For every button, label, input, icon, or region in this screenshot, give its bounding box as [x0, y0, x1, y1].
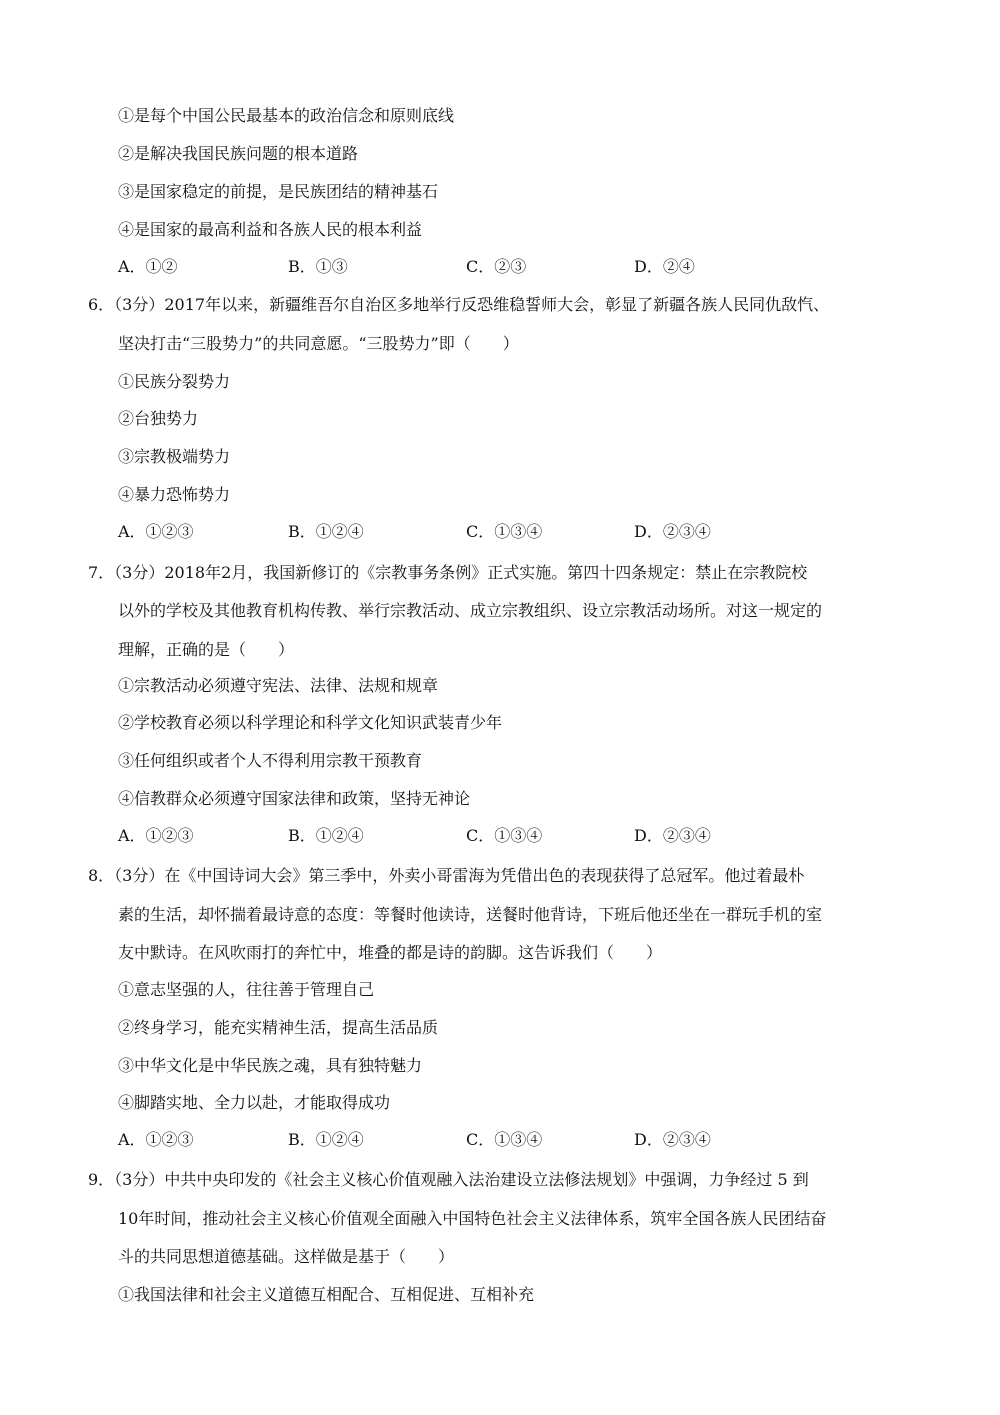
q7-choice-a[interactable]: A．①②③ — [118, 826, 194, 845]
q8-choice-d[interactable]: D．②③④ — [634, 1130, 711, 1149]
q8-option-3: ③中华文化是中华民族之魂，具有独特魅力 — [118, 1056, 423, 1075]
q8-option-2: ②终身学习，能充实精神生活，提高生活品质 — [118, 1018, 439, 1037]
q6-option-2: ②台独势力 — [118, 409, 199, 428]
q5-choice-c[interactable]: C．②③ — [466, 257, 527, 276]
q5-option-1: ①是每个中国公民最基本的政治信念和原则底线 — [118, 106, 455, 125]
q5-choice-b[interactable]: B．①③ — [288, 257, 348, 276]
q8-option-4: ④脚踏实地、全力以赴，才能取得成功 — [118, 1093, 391, 1112]
q7-option-4: ④信教群众必须遵守国家法律和政策，坚持无神论 — [118, 789, 471, 808]
q7-choice-d[interactable]: D．②③④ — [634, 826, 711, 845]
q6-choice-c[interactable]: C．①③④ — [466, 522, 543, 541]
q6-choice-a[interactable]: A．①②③ — [118, 522, 194, 541]
q6-option-3: ③宗教极端势力 — [118, 447, 231, 466]
q5-option-4: ④是国家的最高利益和各族人民的根本利益 — [118, 220, 423, 239]
q8-stem-line-3: 友中默诗。在风吹雨打的奔忙中，堆叠的都是诗的韵脚。这告诉我们（ ） — [118, 943, 663, 962]
q7-stem-line-2: 以外的学校及其他教育机构传教、举行宗教活动、成立宗教组织、设立宗教活动场所。对这一规定的 — [118, 601, 823, 620]
q8-stem-line-1: 8．（3分）在《中国诗词大会》第三季中，外卖小哥雷海为凭借出色的表现获得了总冠军。他过着最朴 — [88, 866, 805, 885]
q5-choice-d[interactable]: D．②④ — [634, 257, 695, 276]
q8-choice-a[interactable]: A．①②③ — [118, 1130, 194, 1149]
q9-stem-line-3: 斗的共同思想道德基础。这样做是基于（ ） — [118, 1247, 455, 1266]
q5-option-3: ③是国家稳定的前提，是民族团结的精神基石 — [118, 182, 439, 201]
q6-choice-d[interactable]: D．②③④ — [634, 522, 711, 541]
q9-stem-line-2: 10年时间，推动社会主义核心价值观全面融入中国特色社会主义法律体系，筑牢全国各族人民团结奋 — [118, 1209, 827, 1228]
q6-option-1: ①民族分裂势力 — [118, 372, 231, 391]
q9-stem-line-1: 9．（3分）中共中央印发的《社会主义核心价值观融入法治建设立法修法规划》中强调，力争经过 5 到 — [88, 1170, 809, 1189]
q7-option-1: ①宗教活动必须遵守宪法、法律、法规和规章 — [118, 676, 439, 695]
q6-stem-line-2: 坚决打击“三股势力”的共同意愿。“三股势力”即（ ） — [118, 334, 519, 353]
q7-option-3: ③任何组织或者个人不得利用宗教干预教育 — [118, 751, 423, 770]
q6-choice-b[interactable]: B．①②④ — [288, 522, 364, 541]
q6-option-4: ④暴力恐怖势力 — [118, 485, 231, 504]
q7-choice-b[interactable]: B．①②④ — [288, 826, 364, 845]
q9-option-1: ①我国法律和社会主义道德互相配合、互相促进、互相补充 — [118, 1285, 535, 1304]
q5-choice-a[interactable]: A．①② — [118, 257, 178, 276]
q7-option-2: ②学校教育必须以科学理论和科学文化知识武装青少年 — [118, 713, 503, 732]
q6-stem-line-1: 6．（3分）2017年以来，新疆维吾尔自治区多地举行反恐维稳誓师大会，彰显了新疆各族人民同仇敌忾、 — [88, 295, 830, 314]
q8-stem-line-2: 素的生活，却怀揣着最诗意的态度：等餐时他读诗，送餐时他背诗，下班后他还坐在一群玩手机的室 — [118, 905, 823, 924]
q5-option-2: ②是解决我国民族问题的根本道路 — [118, 144, 359, 163]
q8-choice-b[interactable]: B．①②④ — [288, 1130, 364, 1149]
q7-choice-c[interactable]: C．①③④ — [466, 826, 543, 845]
q7-stem-line-1: 7．（3分）2018年2月，我国新修订的《宗教事务条例》正式实施。第四十四条规定：禁止在宗教院校 — [88, 563, 808, 582]
q7-stem-line-3: 理解，正确的是（ ） — [118, 640, 295, 659]
q8-option-1: ①意志坚强的人，往往善于管理自己 — [118, 980, 375, 999]
q8-choice-c[interactable]: C．①③④ — [466, 1130, 543, 1149]
